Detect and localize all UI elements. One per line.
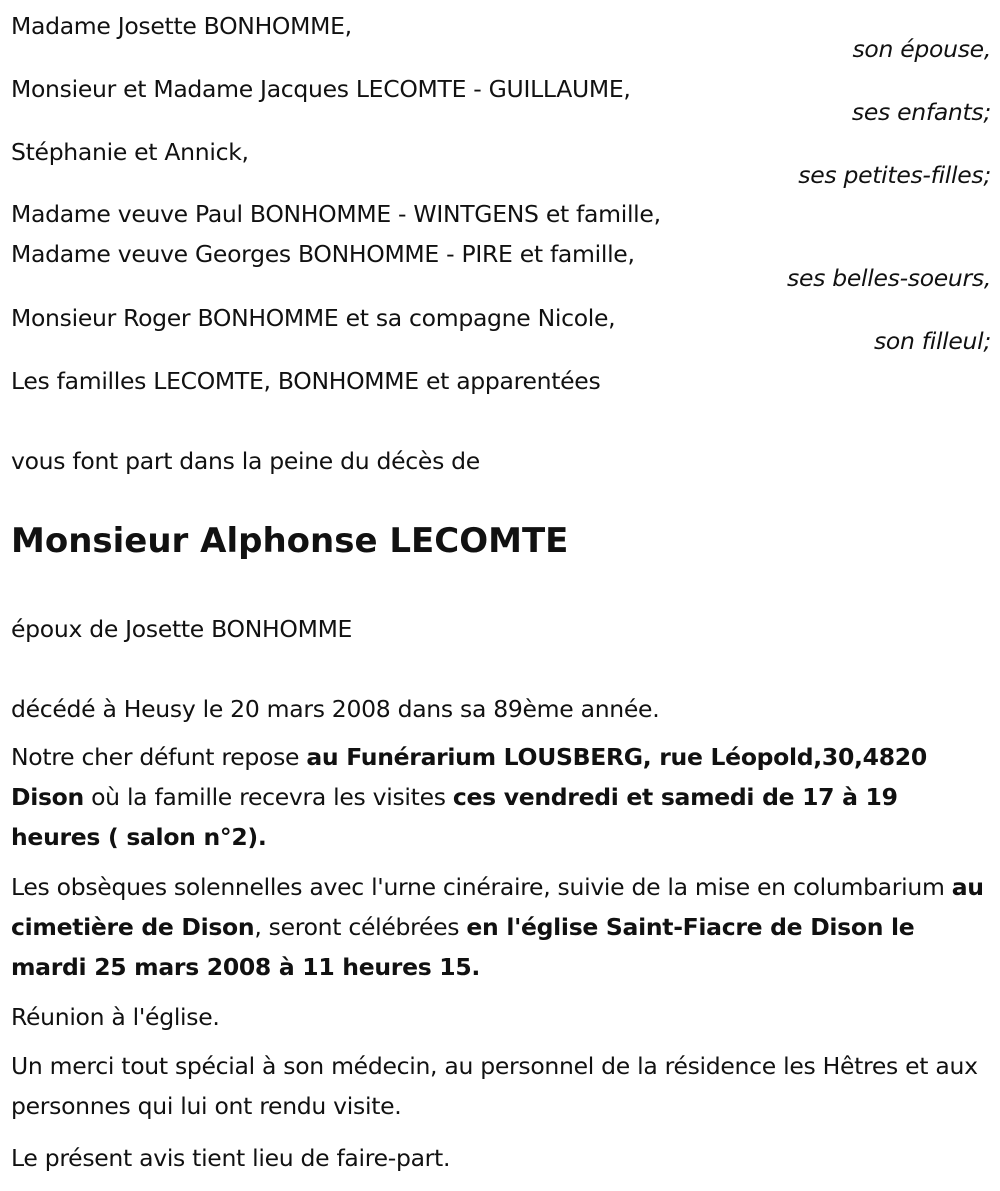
family-name-line: Monsieur et Madame Jacques LECOMTE - GUILLAUME, (11, 75, 631, 103)
funeral-paragraph: Les obsèques solennelles avec l'urne cinéraire, suivie de la mise en columbarium au cimetière de Dison, seront célébrées en l'église Saint-Fiacre de Dison le mardi 25 mars 2008 à 11 heures 15. (11, 873, 984, 981)
death-line: décédé à Heusy le 20 mars 2008 dans sa 89ème année. (11, 695, 660, 723)
spouse-line: époux de Josette BONHOMME (11, 615, 353, 643)
cemetery: au cimetière de Dison (11, 873, 984, 941)
family-name-line: Stéphanie et Annick, (11, 138, 249, 166)
family-relation: son épouse, (852, 35, 991, 63)
visiting-hours: ces vendredi et samedi de 17 à 19 heures ( salon n°2). (11, 783, 898, 851)
family-relation: son filleul; (873, 327, 991, 355)
visitation-paragraph: Notre cher défunt repose au Funérarium LOUSBERG, rue Léopold,30,4820 Dison où la famille recevra les visites ces vendredi et samedi de 17 à 19 heures ( salon n°2). (11, 743, 927, 851)
family-relation: ses belles-soeurs, (787, 264, 991, 292)
meeting-line: Réunion à l'église. (11, 1003, 220, 1031)
family-name-line: Madame veuve Georges BONHOMME - PIRE et famille, (11, 240, 635, 268)
family-name-line: Madame Josette BONHOMME, (11, 12, 352, 40)
closing-line: Le présent avis tient lieu de faire-part. (11, 1144, 451, 1172)
deceased-name: Monsieur Alphonse LECOMTE (11, 521, 569, 561)
thanks-paragraph: Un merci tout spécial à son médecin, au personnel de la résidence les Hêtres et aux personnes qui lui ont rendu visite. (11, 1052, 978, 1120)
funeral-service-details: en l'église Saint-Fiacre de Dison le mardi 25 mars 2008 à 11 heures 15. (11, 913, 915, 981)
intro-text: vous font part dans la peine du décès de (11, 447, 480, 475)
family-relation: ses enfants; (851, 98, 991, 126)
family-name-line: Madame veuve Paul BONHOMME - WINTGENS et famille, (11, 200, 661, 228)
funeral-home-address: au Funérarium LOUSBERG, rue Léopold,30,4820 Dison (11, 743, 927, 811)
family-name-line: Monsieur Roger BONHOMME et sa compagne Nicole, (11, 304, 616, 332)
family-name-line: Les familles LECOMTE, BONHOMME et apparentées (11, 367, 601, 395)
family-relation: ses petites-filles; (798, 161, 991, 189)
